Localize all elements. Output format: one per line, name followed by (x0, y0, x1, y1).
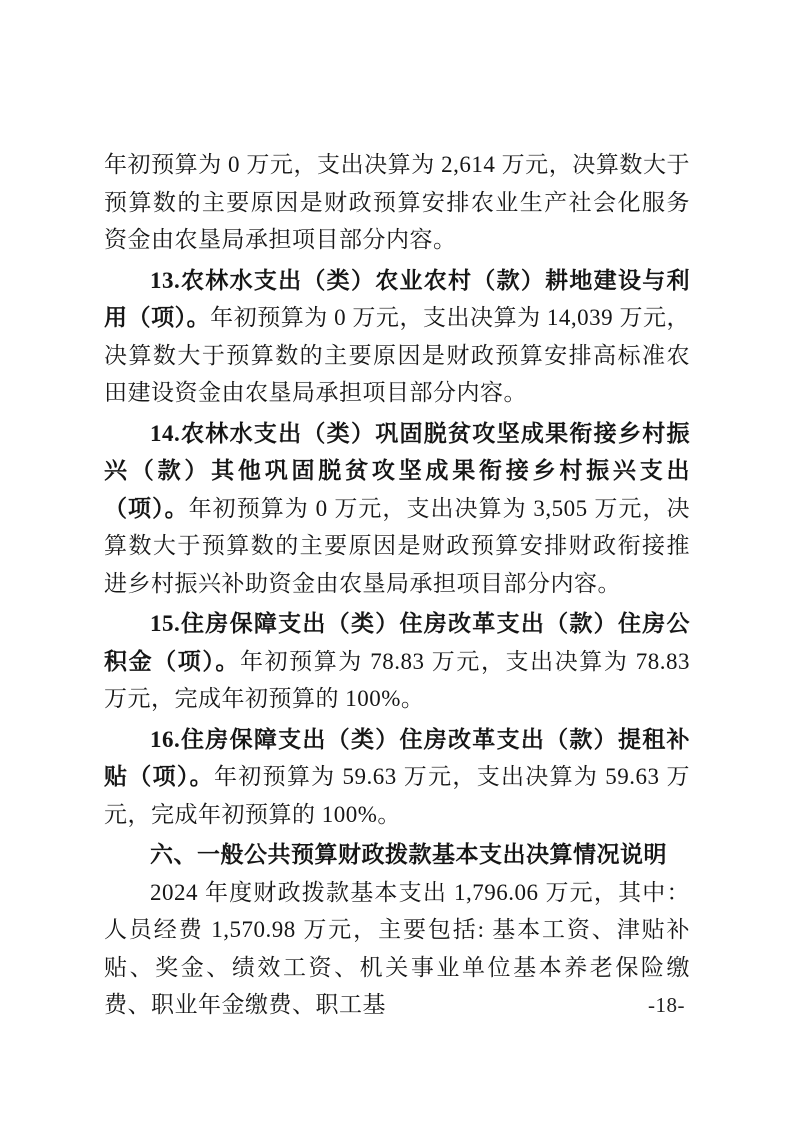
section-6-heading: 六、一般公共预算财政拨款基本支出决算情况说明 (150, 841, 667, 867)
paragraph-basic-expenditure: 2024 年度财政拨款基本支出 1,796.06 万元，其中：人员经费 1,570.98 万元，主要包括: 基本工资、津贴补贴、奖金、绩效工资、机关事业单位基本养老保险缴费、职业年金缴费、职工基 (104, 879, 690, 1017)
paragraph-item-15 (104, 605, 690, 718)
page-content (104, 146, 690, 1024)
item-16-body: 年初预算为 59.63 万元，支出决算为 59.63 万元，完成年初预算的 100%。 (104, 764, 691, 827)
paragraph-item12-continuation: 年初预算为 0 万元，支出决算为 2,614 万元，决算数大于预算数的主要原因是财政预算安排农业生产社会化服务资金由农垦局承担项目部分内容。 (104, 152, 690, 252)
item-13-heading: 13.农林水支出（类）农业农村（款）耕地建设与利用（项）。 (104, 267, 690, 330)
item-14-heading: 14.农林水支出（类）巩固脱贫攻坚成果衔接乡村振兴（款）其他巩固脱贫攻坚成果衔接乡村振兴支出（项）。 (104, 420, 690, 521)
paragraph-item-16 (104, 721, 690, 834)
item-15-heading: 15.住房保障支出（类）住房改革支出（款）住房公积金（项）。 (104, 611, 690, 674)
page-number: -18- (648, 993, 685, 1017)
item-15-body: 年初预算为 78.83 万元，支出决算为 78.83 万元，完成年初预算的 100%。 (104, 648, 691, 711)
item-14-body: 年初预算为 0 万元，支出决算为 3,505 万元，决算数大于预算数的主要原因是财政预算安排财政衔接推进乡村振兴补助资金由农垦局承担项目部分内容。 (104, 495, 690, 596)
item-16-heading: 16.住房保障支出（类）住房改革支出（款）提租补贴（项）。 (104, 726, 690, 789)
paragraph-item-13 (104, 262, 690, 412)
paragraph-item-14 (104, 415, 690, 603)
item-13-body: 年初预算为 0 万元，支出决算为 14,039 万元，决算数大于预算数的主要原因是财政预算安排高标准农田建设资金由农垦局承担项目部分内容。 (104, 305, 690, 405)
